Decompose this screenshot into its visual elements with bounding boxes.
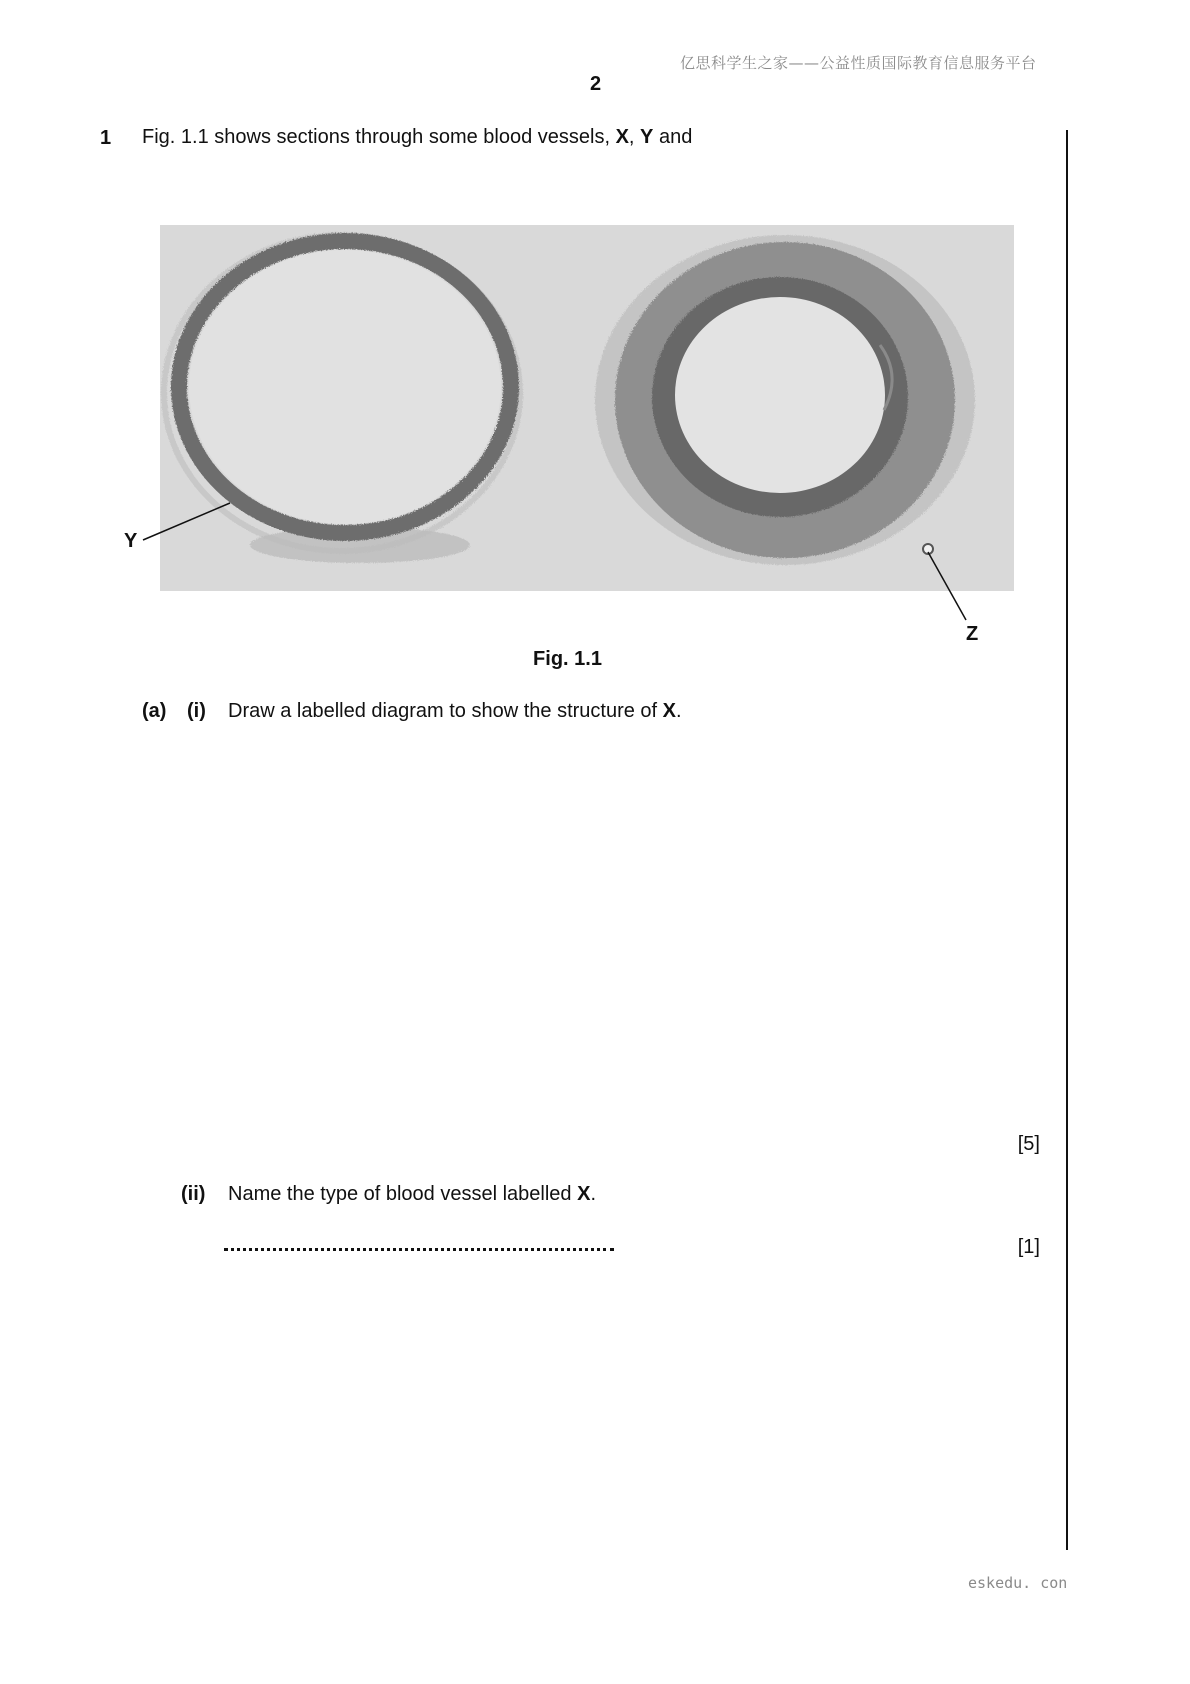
stem-sep: ,	[628, 126, 641, 148]
margin-line	[1066, 130, 1068, 1550]
marks-1: [1]	[1017, 1236, 1040, 1258]
part-ii-suffix: .	[590, 1183, 597, 1205]
part-ii-label: (ii)	[181, 1183, 206, 1205]
part-ii-text: Name the type of blood vessel labelled	[228, 1183, 578, 1205]
answer-line[interactable]	[224, 1240, 614, 1251]
part-i-question	[228, 700, 682, 723]
label-y: Y	[124, 530, 138, 552]
marks-5: [5]	[1017, 1133, 1040, 1155]
stem-y: Y	[640, 126, 654, 148]
part-a-label: (a)	[142, 700, 167, 722]
watermark-footer: eskedu. con	[968, 1574, 1068, 1592]
question-stem	[142, 126, 692, 149]
blood-vessel-micrograph	[160, 225, 1014, 591]
question-number: 1	[100, 127, 112, 149]
watermark-header: 亿思科学生之家——公益性质国际教育信息服务平台	[680, 54, 1037, 72]
stem-suffix: and	[653, 126, 693, 148]
part-i-text: Draw a labelled diagram to show the structure of	[228, 700, 663, 722]
part-i-label: (i)	[187, 700, 206, 722]
part-ii-bold: X	[577, 1183, 591, 1205]
stem-x: X	[615, 126, 629, 148]
page-number: 2	[590, 73, 602, 95]
part-ii-question	[228, 1183, 596, 1206]
part-i-bold: X	[662, 700, 677, 722]
label-z: Z	[966, 623, 979, 645]
stem-text: Fig. 1.1 shows sections through some blood vessels,	[142, 126, 616, 148]
figure-caption: Fig. 1.1	[533, 648, 602, 670]
part-i-suffix: .	[676, 700, 682, 722]
